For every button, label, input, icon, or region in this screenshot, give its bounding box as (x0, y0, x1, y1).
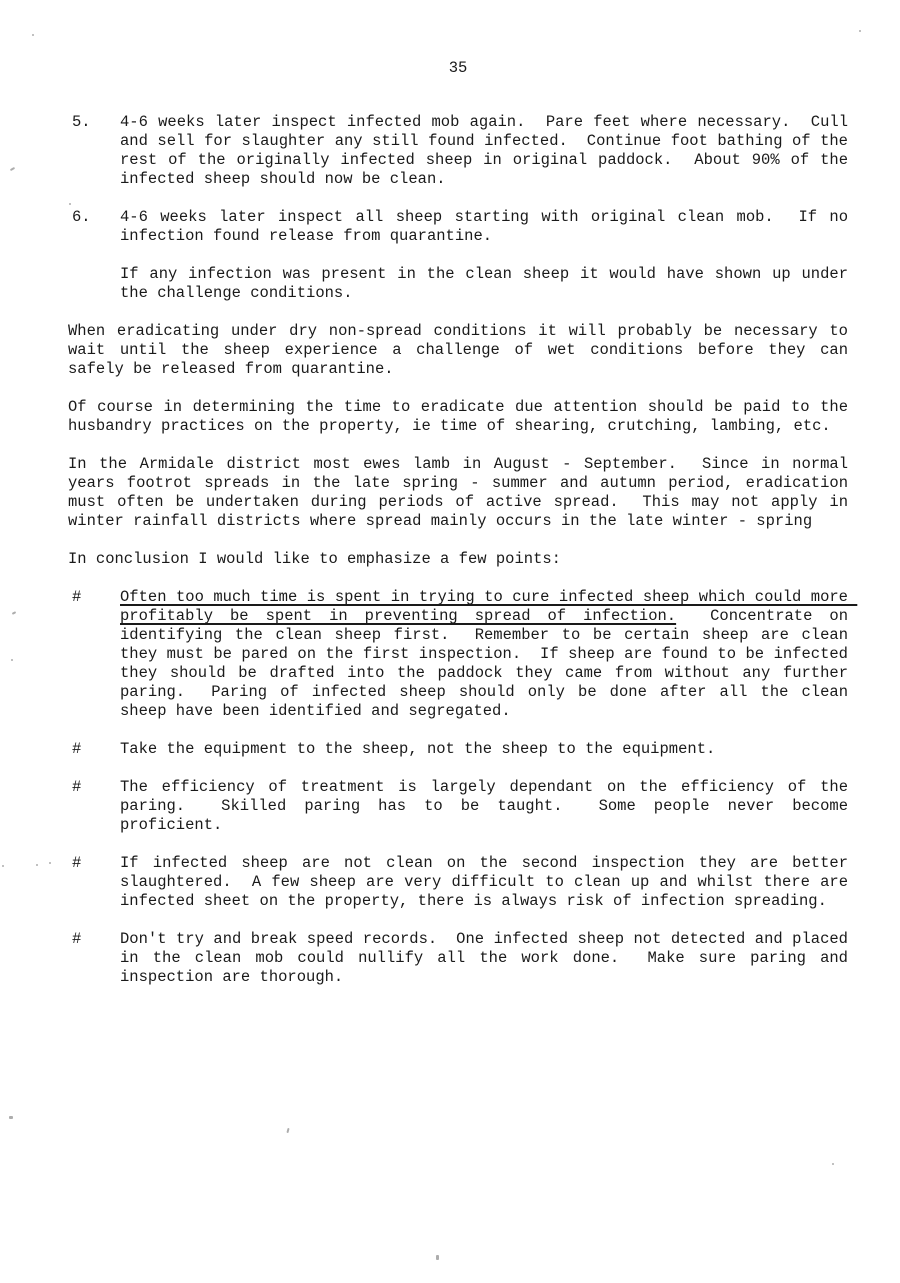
item-6-continuation: If any infection was present in the clean sheep it would have shown up under the challenge conditions. (120, 265, 858, 302)
scan-speck (859, 30, 861, 32)
scan-speck (32, 34, 34, 36)
point-4 (68, 854, 858, 911)
numbered-item-5 (68, 113, 858, 189)
hash-marker: # (72, 854, 82, 872)
scan-speck (286, 1128, 289, 1133)
scan-speck (11, 659, 13, 661)
point-1-rest-text: Concentrate on identifying the clean sheep first. Remember to be certain sheep are clean they must be pared on the first inspection. If sheep are found to be infected they should be drafted into the paddock they came from without any further paring. Paring of infected sheep should only be done after all the clean sheep have been identified and segregated. (120, 607, 858, 720)
conclusion-lead-in: In conclusion I would like to emphasize a few points: (68, 550, 561, 568)
hash-marker: # (72, 588, 82, 606)
scan-speck (10, 167, 15, 171)
point-2 (68, 740, 848, 759)
numbered-item-6 (68, 208, 858, 246)
hash-marker: # (72, 930, 82, 948)
scan-speck (2, 865, 4, 867)
scan-speck (12, 611, 16, 615)
point-3-text: The efficiency of treatment is largely dependant on the efficiency of the paring. Skilled paring has to be taught. Some people never become proficient. (120, 778, 858, 834)
page-number: 35 (448, 59, 468, 77)
point-5-text: Don't try and break speed records. One infected sheep not detected and placed in the clean mob could nullify all the work done. Make sure paring and inspection are thorough. (120, 930, 858, 986)
point-4-text: If infected sheep are not clean on the second inspection they are better slaughtered. A few sheep are very difficult to clean up and whilst there are infected sheet on the property, there is always risk of infection spreading. (120, 854, 858, 910)
scan-speck (9, 1116, 13, 1119)
hash-marker: # (72, 740, 82, 758)
item-6-number: 6. (72, 208, 91, 226)
scan-speck (69, 203, 71, 205)
scan-speck (36, 864, 38, 866)
point-5 (68, 930, 858, 987)
item-6-text: 4-6 weeks later inspect all sheep starting with original clean mob. If no infection found release from quarantine. (120, 208, 858, 245)
point-1 (68, 588, 858, 721)
scan-speck (49, 862, 51, 864)
item-5-number: 5. (72, 113, 91, 131)
point-2-text: Take the equipment to the sheep, not the sheep to the equipment. (120, 740, 716, 758)
point-1-underlined-text: Often too much time is spent in trying to cure infected sheep which could more profitably be spent in preventing spread of infection. (120, 588, 858, 625)
scan-speck (832, 1163, 834, 1165)
paragraph-eradicating-dry: When eradicating under dry non-spread conditions it will probably be necessary to wait until the sheep experience a challenge of wet conditions before they can safely be released from quarantine. (68, 322, 858, 378)
point-1-text (120, 588, 858, 721)
item-5-text: 4-6 weeks later inspect infected mob again. Pare feet where necessary. Cull and sell for slaughter any still found infected. Continue foot bathing of the rest of the originally infected sheep in original paddock. About 90% of the infected sheep should now be clean. (120, 113, 858, 188)
paragraph-armidale: In the Armidale district most ewes lamb in August - September. Since in normal years footrot spreads in the late spring - summer and autumn period, eradication must often be undertaken during periods of active spread. This may not apply in winter rainfall districts where spread mainly occurs in the late winter - spring (68, 455, 858, 530)
hash-marker: # (72, 778, 82, 796)
scan-speck (436, 1255, 439, 1260)
paragraph-husbandry: Of course in determining the time to eradicate due attention should be paid to the husbandry practices on the property, ie time of shearing, crutching, lambing, etc. (68, 398, 858, 435)
point-3 (68, 778, 858, 835)
